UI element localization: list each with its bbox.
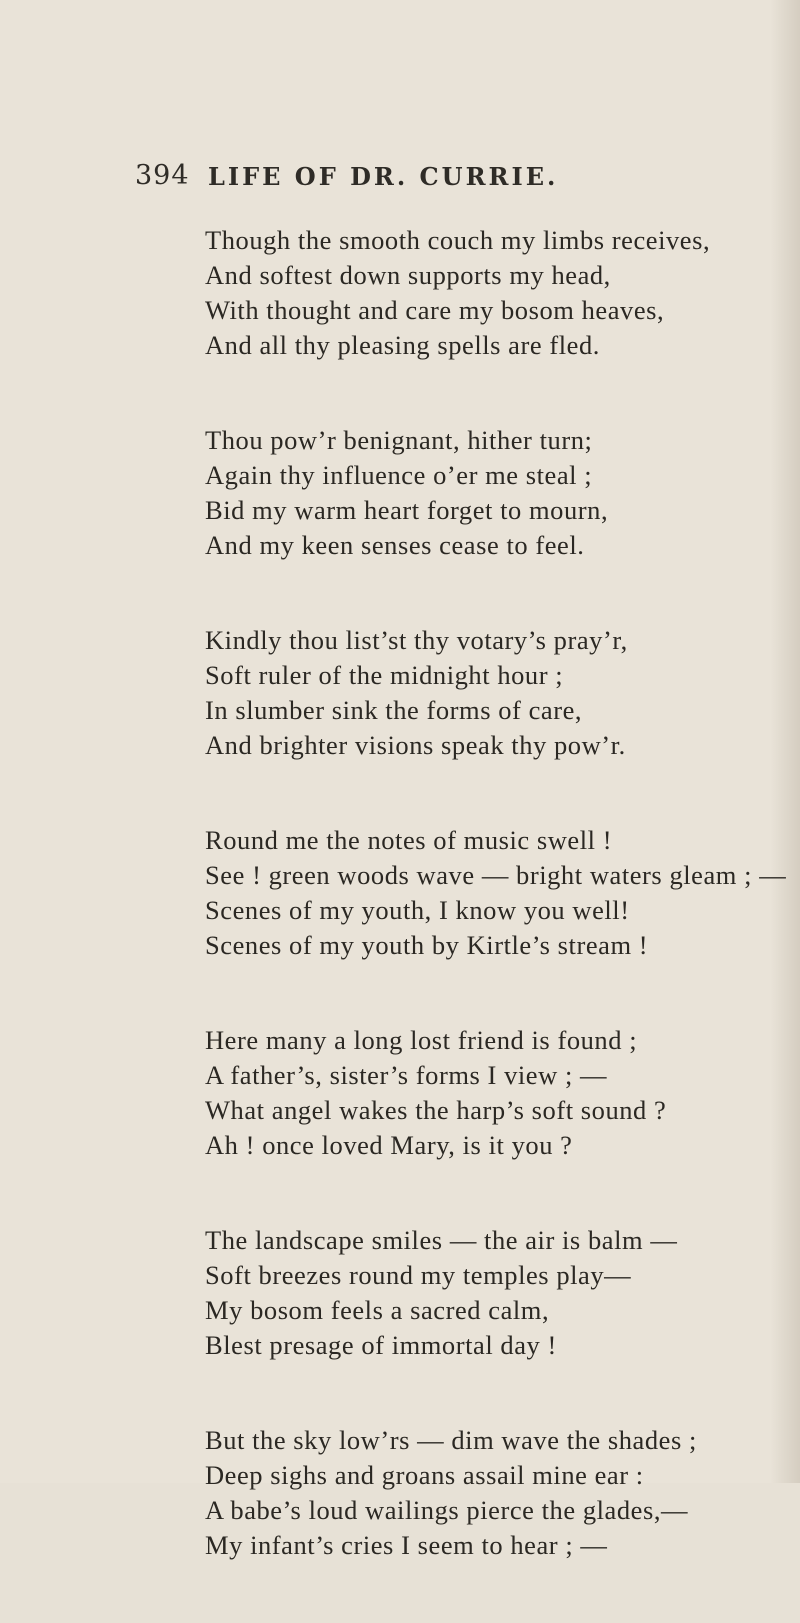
poem-line: Though the smooth couch my limbs receives, <box>205 225 711 255</box>
running-title: LIFE OF DR. CURRIE. <box>208 162 559 191</box>
poem-line: Scenes of my youth by Kirtle’s stream ! <box>205 930 649 960</box>
stanza-7 <box>205 1423 795 1563</box>
poem-line: Again thy influence o’er me steal ; <box>205 460 593 490</box>
poem-line: Ah ! once loved Mary, is it you ? <box>205 1130 573 1160</box>
poem-line: Kindly thou list’st thy votary’s pray’r, <box>205 625 628 655</box>
poem <box>205 223 795 1623</box>
poem-line: My bosom feels a sacred calm, <box>205 1295 550 1325</box>
poem-line: Soft ruler of the midnight hour ; <box>205 660 564 690</box>
poem-line: A father’s, sister’s forms I view ; — <box>205 1060 608 1090</box>
poem-line: But the sky low’rs — dim wave the shades ; <box>205 1425 697 1455</box>
poem-line: A babe’s loud wailings pierce the glades,— <box>205 1495 689 1525</box>
poem-line: The landscape smiles — the air is balm — <box>205 1225 678 1255</box>
poem-line: And my keen senses cease to feel. <box>205 530 585 560</box>
poem-line: Here many a long lost friend is found ; <box>205 1025 638 1055</box>
page-number: 394 <box>135 160 190 191</box>
page-header <box>0 160 800 200</box>
stanza-1 <box>205 223 795 363</box>
poem-line: Scenes of my youth, I know you well! <box>205 895 630 925</box>
poem-line: Round me the notes of music swell ! <box>205 825 613 855</box>
poem-line: See ! green woods wave — bright waters gleam ; — <box>205 860 787 890</box>
stanza-6 <box>205 1223 795 1363</box>
poem-line: In slumber sink the forms of care, <box>205 695 583 725</box>
poem-line: What angel wakes the harp’s soft sound ? <box>205 1095 667 1125</box>
stanza-3 <box>205 623 795 763</box>
poem-line: And softest down supports my head, <box>205 260 611 290</box>
poem-line: And all thy pleasing spells are fled. <box>205 330 600 360</box>
poem-line: Blest presage of immortal day ! <box>205 1330 557 1360</box>
stanza-4 <box>205 823 795 963</box>
poem-line: Thou pow’r benignant, hither turn; <box>205 425 593 455</box>
poem-line: Bid my warm heart forget to mourn, <box>205 495 609 525</box>
poem-line: With thought and care my bosom heaves, <box>205 295 665 325</box>
stanza-5 <box>205 1023 795 1163</box>
poem-line: My infant’s cries I seem to hear ; — <box>205 1530 608 1560</box>
poem-line: Deep sighs and groans assail mine ear : <box>205 1460 644 1490</box>
stanza-2 <box>205 423 795 563</box>
poem-line: Soft breezes round my temples play— <box>205 1260 632 1290</box>
poem-line: And brighter visions speak thy pow’r. <box>205 730 626 760</box>
